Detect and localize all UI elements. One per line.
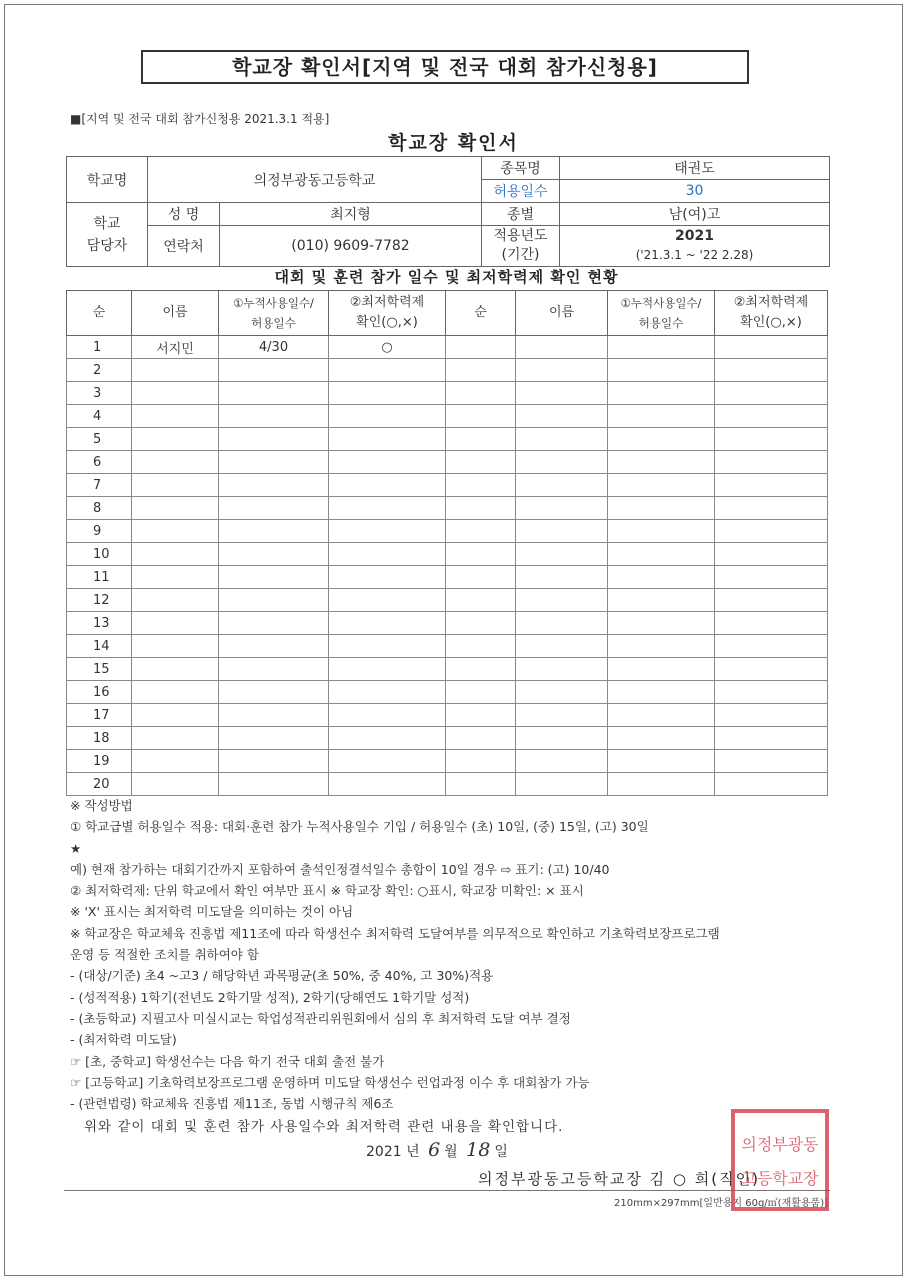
col-name-header-2: 이름 <box>516 291 608 336</box>
col-days-header-2-line-2: 허용일수 <box>638 316 684 330</box>
row-min-check <box>329 382 446 405</box>
note-line: ※ 작성방법 <box>70 798 133 813</box>
row-number: 7 <box>67 474 132 497</box>
row-number: 18 <box>67 727 132 750</box>
row-days <box>219 773 329 796</box>
row-number: 9 <box>67 520 132 543</box>
row-name-right <box>516 451 608 474</box>
category-value: 남(여)고 <box>560 203 830 226</box>
row-number-right <box>446 405 516 428</box>
row-days-right <box>608 750 715 773</box>
row-number: 19 <box>67 750 132 773</box>
row-min-check-right <box>715 727 828 750</box>
row-name-right <box>516 336 608 359</box>
row-number: 20 <box>67 773 132 796</box>
applicable-note: ■[지역 및 전국 대회 참가신청용 2021.3.1 적용] <box>70 112 330 126</box>
row-days <box>219 497 329 520</box>
row-number: 15 <box>67 658 132 681</box>
issue-date <box>366 1139 508 1161</box>
section-title: 대회 및 훈련 참가 일수 및 최저학력제 확인 현황 <box>274 268 619 286</box>
row-min-check-right <box>715 635 828 658</box>
row-number: 11 <box>67 566 132 589</box>
col-min-header <box>329 291 446 336</box>
row-days-right <box>608 405 715 428</box>
table-row <box>67 520 828 543</box>
row-name <box>132 704 219 727</box>
date-day: 18 <box>466 1139 491 1161</box>
row-min-check <box>329 405 446 428</box>
row-name <box>132 405 219 428</box>
row-number-right <box>446 566 516 589</box>
row-number: 13 <box>67 612 132 635</box>
row-days: 4/30 <box>219 336 329 359</box>
row-days <box>219 451 329 474</box>
period-label-line-2: (기간) <box>501 247 540 263</box>
row-days <box>219 566 329 589</box>
row-number: 4 <box>67 405 132 428</box>
row-min-check <box>329 750 446 773</box>
row-min-check <box>329 497 446 520</box>
row-min-check <box>329 773 446 796</box>
row-name <box>132 451 219 474</box>
row-number-right <box>446 336 516 359</box>
row-name-right <box>516 589 608 612</box>
form-title: 학교장 확인서 <box>388 132 519 154</box>
note-line: ※ 학교장은 학교체육 진흥법 제11조에 따라 학생선수 최저학력 도달여부를 의무적으로 확인하고 기초학력보장프로그램 <box>70 925 720 941</box>
row-name-right <box>516 773 608 796</box>
row-days-right <box>608 681 715 704</box>
note-line: - (최저학력 미도달) <box>70 1032 177 1048</box>
row-name <box>132 681 219 704</box>
table-row <box>67 474 828 497</box>
row-name-right <box>516 704 608 727</box>
staff-name-label: 성 명 <box>148 203 220 226</box>
col-name-header: 이름 <box>132 291 219 336</box>
table-row <box>67 543 828 566</box>
row-name-right <box>516 520 608 543</box>
col-days-header-2 <box>608 291 715 336</box>
col-days-header <box>219 291 329 336</box>
row-min-check-right <box>715 405 828 428</box>
row-days <box>219 612 329 635</box>
row-name <box>132 612 219 635</box>
row-number-right <box>446 543 516 566</box>
staff-label-line-1: 학교 <box>93 215 121 232</box>
table-row <box>67 612 828 635</box>
row-number-right <box>446 382 516 405</box>
school-name-value: 의정부광동고등학교 <box>148 157 482 203</box>
row-min-check-right <box>715 704 828 727</box>
row-days-right <box>608 612 715 635</box>
row-days-right <box>608 428 715 451</box>
table-row <box>67 497 828 520</box>
row-name-right <box>516 474 608 497</box>
row-days-right <box>608 474 715 497</box>
table-row <box>67 773 828 796</box>
row-days <box>219 474 329 497</box>
row-number: 8 <box>67 497 132 520</box>
row-name <box>132 750 219 773</box>
row-days <box>219 750 329 773</box>
row-min-check-right <box>715 543 828 566</box>
row-name <box>132 727 219 750</box>
table-row <box>67 336 828 359</box>
row-name <box>132 773 219 796</box>
main-title: 학교장 확인서[지역 및 전국 대회 참가신청용] <box>141 50 749 84</box>
col-days-header-line-2: 허용일수 <box>251 316 296 330</box>
row-min-check <box>329 635 446 658</box>
row-days <box>219 658 329 681</box>
row-name-right <box>516 382 608 405</box>
row-min-check-right <box>715 382 828 405</box>
official-seal <box>730 1108 830 1212</box>
note-line: ※ 'X' 표시는 최저학력 미도달을 의미하는 것이 아님 <box>70 904 354 920</box>
row-name-right <box>516 405 608 428</box>
row-days <box>219 405 329 428</box>
row-number-right <box>446 635 516 658</box>
note-line: ② 최저학력제: 단위 학교에서 확인 여부만 표시 ※ 학교장 확인: ○표시, 학교장 미확인: × 표시 <box>70 883 584 899</box>
row-name-right <box>516 658 608 681</box>
row-min-check-right <box>715 497 828 520</box>
date-year: 2021 년 <box>366 1144 420 1160</box>
col-min-header-2-line-1: ②최저학력제 <box>733 295 809 310</box>
row-number: 2 <box>67 359 132 382</box>
note-line: 예) 현재 참가하는 대회기간까지 포함하여 출석인정결석일수 총합이 10일 경우 ⇨ 표기: (고) 10/40 <box>70 861 610 877</box>
row-number: 10 <box>67 543 132 566</box>
row-name <box>132 359 219 382</box>
event-label: 종목명 <box>482 157 560 180</box>
row-days-right <box>608 382 715 405</box>
row-name <box>132 589 219 612</box>
row-min-check-right <box>715 612 828 635</box>
seal-text-2: 고등학교장 <box>741 1169 819 1188</box>
row-days-right <box>608 520 715 543</box>
row-min-check-right <box>715 566 828 589</box>
row-number: 12 <box>67 589 132 612</box>
row-name-right <box>516 359 608 382</box>
table-row <box>67 589 828 612</box>
table-row <box>67 359 828 382</box>
note-line: - (성적적용) 1학기(전년도 2학기말 성적), 2학기(당해연도 1학기말 성적) <box>70 989 470 1005</box>
row-min-check-right <box>715 658 828 681</box>
row-number: 5 <box>67 428 132 451</box>
row-number-right <box>446 589 516 612</box>
table-row <box>67 405 828 428</box>
row-number: 1 <box>67 336 132 359</box>
row-days <box>219 704 329 727</box>
row-min-check <box>329 727 446 750</box>
row-number-right <box>446 658 516 681</box>
table-row <box>67 451 828 474</box>
school-name-label: 학교명 <box>67 157 148 203</box>
row-days <box>219 681 329 704</box>
row-name-right <box>516 428 608 451</box>
row-name <box>132 543 219 566</box>
col-days-header-line-1: ①누적사용일수/ <box>233 296 314 310</box>
row-name-right <box>516 612 608 635</box>
row-name <box>132 382 219 405</box>
row-min-check <box>329 612 446 635</box>
seal-text-1: 의정부광동 <box>741 1135 819 1154</box>
row-min-check <box>329 451 446 474</box>
row-number-right <box>446 727 516 750</box>
date-day-label: 일 <box>494 1144 508 1160</box>
row-min-check <box>329 704 446 727</box>
footer-divider <box>64 1190 830 1191</box>
row-number-right <box>446 474 516 497</box>
row-name-right <box>516 750 608 773</box>
row-min-check <box>329 543 446 566</box>
row-days-right <box>608 704 715 727</box>
row-number-right <box>446 520 516 543</box>
row-min-check <box>329 520 446 543</box>
note-line: - (관련법령) 학교체육 진흥법 제11조, 동법 시행규칙 제6조 <box>70 1096 394 1112</box>
date-month-label: 월 <box>444 1144 458 1160</box>
date-month: 6 <box>428 1139 441 1161</box>
contact-value: (010) 9609-7782 <box>220 226 482 267</box>
row-number-right <box>446 612 516 635</box>
row-days-right <box>608 773 715 796</box>
row-number: 3 <box>67 382 132 405</box>
row-name <box>132 474 219 497</box>
table-row <box>67 658 828 681</box>
school-info-table <box>66 156 830 267</box>
row-days <box>219 359 329 382</box>
row-number-right <box>446 359 516 382</box>
instructions <box>70 795 840 1114</box>
principal-signature: 의정부광동고등학교장 김 ○ 희(직인) <box>478 1170 760 1188</box>
row-min-check-right <box>715 520 828 543</box>
row-name <box>132 428 219 451</box>
confirmation-statement: 위와 같이 대회 및 훈련 참가 사용일수와 최저학력 관련 내용을 확인합니다. <box>84 1119 564 1135</box>
seal-border <box>733 1111 827 1209</box>
note-line: - (초등학교) 지필고사 미실시교는 학업성적관리위원회에서 심의 후 최저학력 도달 여부 결정 <box>70 1010 571 1026</box>
row-number-right <box>446 750 516 773</box>
row-number-right <box>446 681 516 704</box>
row-min-check-right <box>715 359 828 382</box>
row-days <box>219 382 329 405</box>
row-min-check-right <box>715 773 828 796</box>
row-name <box>132 566 219 589</box>
table-row <box>67 382 828 405</box>
staff-label-line-2: 담당자 <box>86 237 128 254</box>
row-min-check-right <box>715 474 828 497</box>
col-min-header-2-line-2: 확인(○,×) <box>740 315 802 330</box>
row-days-right <box>608 359 715 382</box>
row-name <box>132 658 219 681</box>
row-days-right <box>608 658 715 681</box>
row-min-check <box>329 474 446 497</box>
row-days <box>219 727 329 750</box>
row-days-right <box>608 589 715 612</box>
note-line: ☞ [고등학교] 기초학력보장프로그램 운영하며 미도달 학생선수 런업과정 이수 후 대회참가 가능 <box>70 1074 590 1090</box>
table-row <box>67 428 828 451</box>
col-no-header-2: 순 <box>446 291 516 336</box>
col-no-header: 순 <box>67 291 132 336</box>
row-name-right <box>516 681 608 704</box>
note-line: ☞ [초, 중학교] 학생선수는 다음 학기 전국 대회 출전 불가 <box>70 1053 385 1069</box>
row-number: 17 <box>67 704 132 727</box>
row-min-check <box>329 589 446 612</box>
row-name <box>132 635 219 658</box>
row-number: 16 <box>67 681 132 704</box>
row-min-check-right <box>715 750 828 773</box>
allowed-days-value: 30 <box>560 180 830 203</box>
table-row <box>67 681 828 704</box>
row-min-check-right <box>715 428 828 451</box>
row-min-check-right <box>715 589 828 612</box>
row-days-right <box>608 727 715 750</box>
row-number-right <box>446 773 516 796</box>
row-min-check <box>329 566 446 589</box>
row-min-check <box>329 681 446 704</box>
table-row <box>67 704 828 727</box>
staff-name-value: 최지형 <box>220 203 482 226</box>
row-min-check-right <box>715 451 828 474</box>
allowed-days-label: 허용일수 <box>482 180 560 203</box>
row-name-right <box>516 727 608 750</box>
category-label: 종별 <box>482 203 560 226</box>
row-number-right <box>446 428 516 451</box>
row-name-right <box>516 566 608 589</box>
col-days-header-2-line-1: ①누적사용일수/ <box>620 296 702 310</box>
row-name-right <box>516 543 608 566</box>
row-number: 6 <box>67 451 132 474</box>
row-name-right <box>516 635 608 658</box>
row-days-right <box>608 497 715 520</box>
row-days <box>219 635 329 658</box>
col-min-header-line-1: ②최저학력제 <box>349 295 425 310</box>
row-days <box>219 520 329 543</box>
note-line: ★ <box>70 840 82 856</box>
row-days <box>219 589 329 612</box>
row-min-check-right <box>715 336 828 359</box>
period-year: 2021 <box>675 228 714 244</box>
row-days <box>219 428 329 451</box>
table-row <box>67 750 828 773</box>
row-min-check <box>329 658 446 681</box>
row-number-right <box>446 451 516 474</box>
table-row <box>67 727 828 750</box>
row-days <box>219 543 329 566</box>
col-min-header-2 <box>715 291 828 336</box>
row-number-right <box>446 704 516 727</box>
staff-label <box>67 203 148 267</box>
paper-spec: 210mm×297mm[일반용지 60g/㎡(재활용품)] <box>614 1198 829 1209</box>
period-label-line-1: 적용년도 <box>493 228 548 244</box>
contact-label: 연락처 <box>148 226 220 267</box>
period-range: ('21.3.1 ~ '22 2.28) <box>635 248 754 262</box>
table-row <box>67 566 828 589</box>
note-line: 운영 등 적절한 조치를 취하여야 함 <box>70 947 259 963</box>
row-days-right <box>608 336 715 359</box>
event-value: 태권도 <box>560 157 830 180</box>
row-number: 14 <box>67 635 132 658</box>
row-name <box>132 520 219 543</box>
participation-rows <box>67 336 828 796</box>
participation-table <box>66 290 828 796</box>
table-row <box>67 635 828 658</box>
row-min-check: ○ <box>329 336 446 359</box>
col-min-header-line-2: 확인(○,×) <box>356 315 418 330</box>
row-number-right <box>446 497 516 520</box>
row-min-check <box>329 359 446 382</box>
row-days-right <box>608 543 715 566</box>
row-days-right <box>608 451 715 474</box>
row-min-check <box>329 428 446 451</box>
row-name-right <box>516 497 608 520</box>
row-name: 서지민 <box>132 336 219 359</box>
period-label <box>482 226 560 267</box>
row-min-check-right <box>715 681 828 704</box>
row-days-right <box>608 566 715 589</box>
row-name <box>132 497 219 520</box>
period-value <box>560 226 830 267</box>
row-days-right <box>608 635 715 658</box>
note-line: ① 학교급별 허용일수 적용: 대회·훈련 참가 누적사용일수 기입 / 허용일수 (초) 10일, (중) 15일, (고) 30일 <box>70 819 649 835</box>
note-line: - (대상/기준) 초4 ~고3 / 해당학년 과목평균(초 50%, 중 40%, 고 30%)적용 <box>70 968 494 984</box>
